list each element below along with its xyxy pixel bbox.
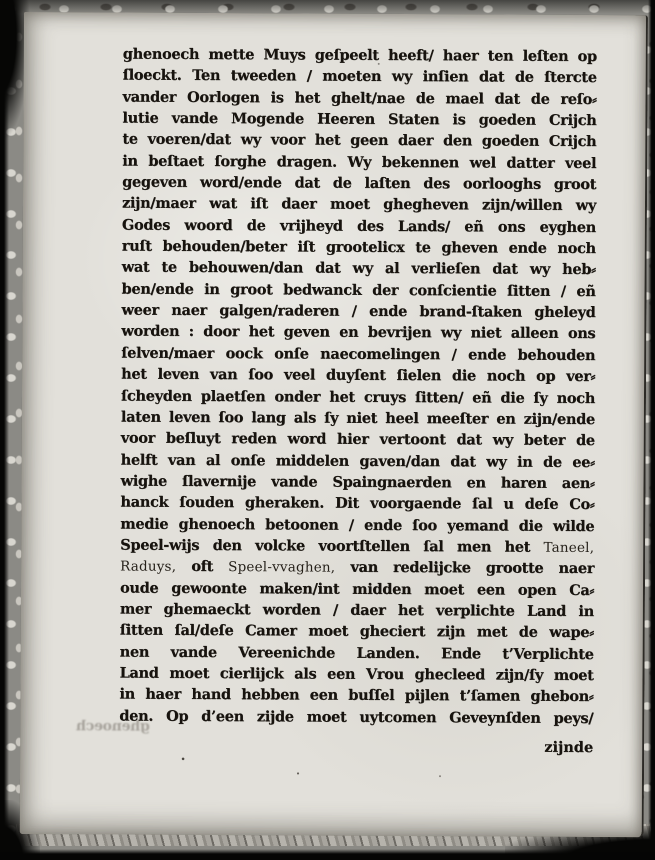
- blackletter-segment: vander Oorlogen is het ghelt/nae de mael dat de reſo⸗: [122, 88, 597, 108]
- text-line: [121, 364, 595, 388]
- blackletter-segment: wighe ſlavernije vande Spaingnaerden en haren aen⸗: [120, 472, 595, 492]
- text-line: [119, 705, 593, 729]
- text-line: [122, 129, 596, 153]
- blackletter-segment: te voeren/dat wy voor het geen daer den goeden Crijch: [122, 130, 597, 151]
- text-line: [122, 214, 596, 238]
- blackletter-segment: weer naer galgen/raderen / ende brand-ſtaken gheleyd: [121, 301, 596, 322]
- blackletter-segment: zijn/maer wat iſt daer moet ghegheven zijn/willen wy: [121, 194, 597, 215]
- roman-type-segment: Raduys,: [120, 558, 177, 576]
- blackletter-segment: gegeven word/ende dat de laſten des oorlooghs groot: [122, 173, 597, 194]
- blackletter-segment: ruſt behouden/beter iſt grootelicx te gheven ende noch: [121, 237, 596, 258]
- blackletter-segment: van redelijcke grootte naer: [335, 558, 595, 578]
- blackletter-segment: Godes woord de vrijheyd des Lands/ eñ ons eyghen: [121, 216, 596, 236]
- text-line: [120, 577, 594, 601]
- blackletter-segment: wat te behouwen/dan dat wy al verlieſen dat wy heb⸗: [121, 258, 596, 279]
- text-line: [120, 620, 594, 644]
- photo-background-edge: [0, 0, 9, 860]
- blackletter-segment: nen vande Vereenichde Landen. Ende t’Verplichte: [119, 643, 594, 663]
- text-line: [122, 108, 596, 132]
- blackletter-segment: in beſtaet ſorghe dragen. Wy bekennen wel datter veel: [122, 152, 597, 172]
- blackletter-segment: den. Op d’een zijde moet uytcomen Geveynſden peys/: [119, 707, 594, 727]
- roman-type-segment: Taneel,: [543, 539, 595, 556]
- text-line: [120, 598, 594, 622]
- blackletter-segment: ghenoech mette Muys geſpeelt heeft/ haer ten leſten op: [122, 45, 597, 65]
- text-line: [122, 150, 596, 174]
- blackletter-segment: in haer hand hebben een buſſel pijlen t’ſamen ghebon⸗: [119, 685, 594, 706]
- text-line: [121, 428, 595, 452]
- text-line: [121, 449, 595, 473]
- text-line: [121, 385, 595, 409]
- text-block: [119, 44, 597, 729]
- text-line: [122, 236, 596, 260]
- blackletter-segment: ſitten ſal/deſe Camer moet gheciert zijn met de wape⸗: [119, 621, 594, 642]
- text-line: [123, 86, 597, 110]
- text-line: [120, 470, 594, 494]
- text-line: [120, 556, 594, 580]
- show-through-text: ghenoech: [76, 718, 150, 735]
- text-line: [121, 342, 595, 366]
- text-line: [122, 257, 596, 281]
- page: [20, 12, 648, 837]
- text-line: [123, 44, 597, 68]
- photo-background-edge: [0, 849, 655, 860]
- blackletter-segment: voor beſluyt reden word hier vertoont dat wy beter de: [120, 429, 595, 450]
- blackletter-segment: laten leven ſoo lang als ſy niet heel meeſter en zijn/ende: [120, 408, 595, 428]
- blackletter-segment: ben/ende in groot bedwanck der conſcientie ſitten / eñ: [121, 280, 596, 300]
- blackletter-segment: worden : door het geven en bevrijen wy niet alleen ons: [121, 322, 596, 343]
- blackletter-segment: het leven van ſoo veel duyſent ſielen die noch op ver⸗: [121, 365, 596, 386]
- blackletter-segment: oft: [176, 558, 229, 576]
- roman-type-segment: Speel-vvaghen,: [228, 559, 336, 576]
- blackletter-segment: ſelven/maer oock onſe naecomelingen / ende behouden: [121, 344, 596, 364]
- blackletter-segment: mer ghemaeckt worden / daer het verplichte Land in: [119, 600, 594, 620]
- text-line: [122, 172, 596, 196]
- blackletter-segment: ſloeckt. Ten tweeden / moeten wy inſien dat de ſtercte: [122, 66, 597, 87]
- text-line: [120, 641, 594, 665]
- blackletter-segment: Speel-wijs den volcke voortſtellen ſal men het: [120, 536, 544, 556]
- blackletter-segment: lutie vande Mogende Heeren Staten is goeden Crijch: [122, 109, 597, 130]
- text-line: [119, 684, 593, 708]
- text-line: [123, 65, 597, 89]
- blackletter-segment: Land moet cierlijck als een Vrou ghecleed zijn/ſy moet: [119, 664, 594, 684]
- blackletter-segment: medie ghenoech betoonen / ende ſoo yemand die wilde: [120, 515, 595, 535]
- text-line: [121, 300, 595, 324]
- text-line: [121, 406, 595, 430]
- text-line: [122, 193, 596, 217]
- text-line: [120, 492, 594, 516]
- text-line: [121, 321, 595, 345]
- text-line: [119, 662, 593, 686]
- blackletter-segment: hanck ſouden gheraken. Dit voorgaende ſal u deſe Co⸗: [120, 493, 595, 514]
- catchword: zijnde: [544, 738, 594, 756]
- photo-background-edge: [648, 0, 655, 860]
- text-line: [121, 278, 595, 302]
- text-line: [120, 513, 594, 537]
- blackletter-segment: helft van al onſe middelen gaven/dan dat wy in de ee⸗: [120, 451, 595, 471]
- text-line: [120, 534, 594, 558]
- blackletter-segment: ſcheyden plaetſen onder het cruys ſitten/ eñ die ſy noch: [120, 387, 596, 407]
- blackletter-segment: oude gewoonte maken/int midden moet een open Ca⸗: [119, 579, 595, 599]
